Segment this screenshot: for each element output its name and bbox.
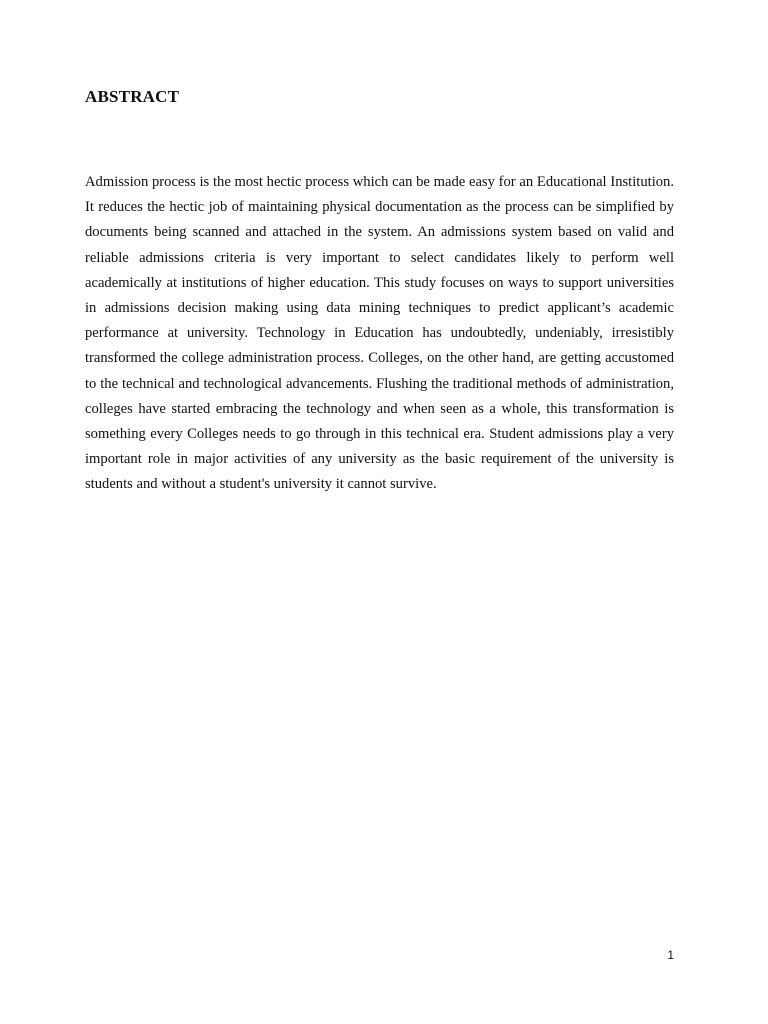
abstract-heading: ABSTRACT [85,87,180,106]
abstract-paragraph: Admission process is the most hectic process which can be made easy for an Educational Institution. It reduces the hectic job of maintaining physical documentation as the process can be simplified by documents being scanned and attached in the system. An admissions system based on valid and reliable admissions criteria is very important to select candidates likely to perform well academically at institutions of higher education. This study focuses on ways to support universities in admissions decision making using data mining techniques to predict applicant’s academic performance at university. Technology in Education has undoubtedly, undeniably, irresistibly transformed the college administration process. Colleges, on the other hand, are getting accustomed to the technical and technological advancements. Flushing the traditional methods of administration, colleges have started embracing the technology and when seen as a whole, this transformation is something every Colleges needs to go through in this technical era. Student admissions play a very important role in major activities of any university as the basic requirement of the university is students and without a student's university it cannot survive. [85,174,674,493]
page-number: 1 [667,948,674,962]
